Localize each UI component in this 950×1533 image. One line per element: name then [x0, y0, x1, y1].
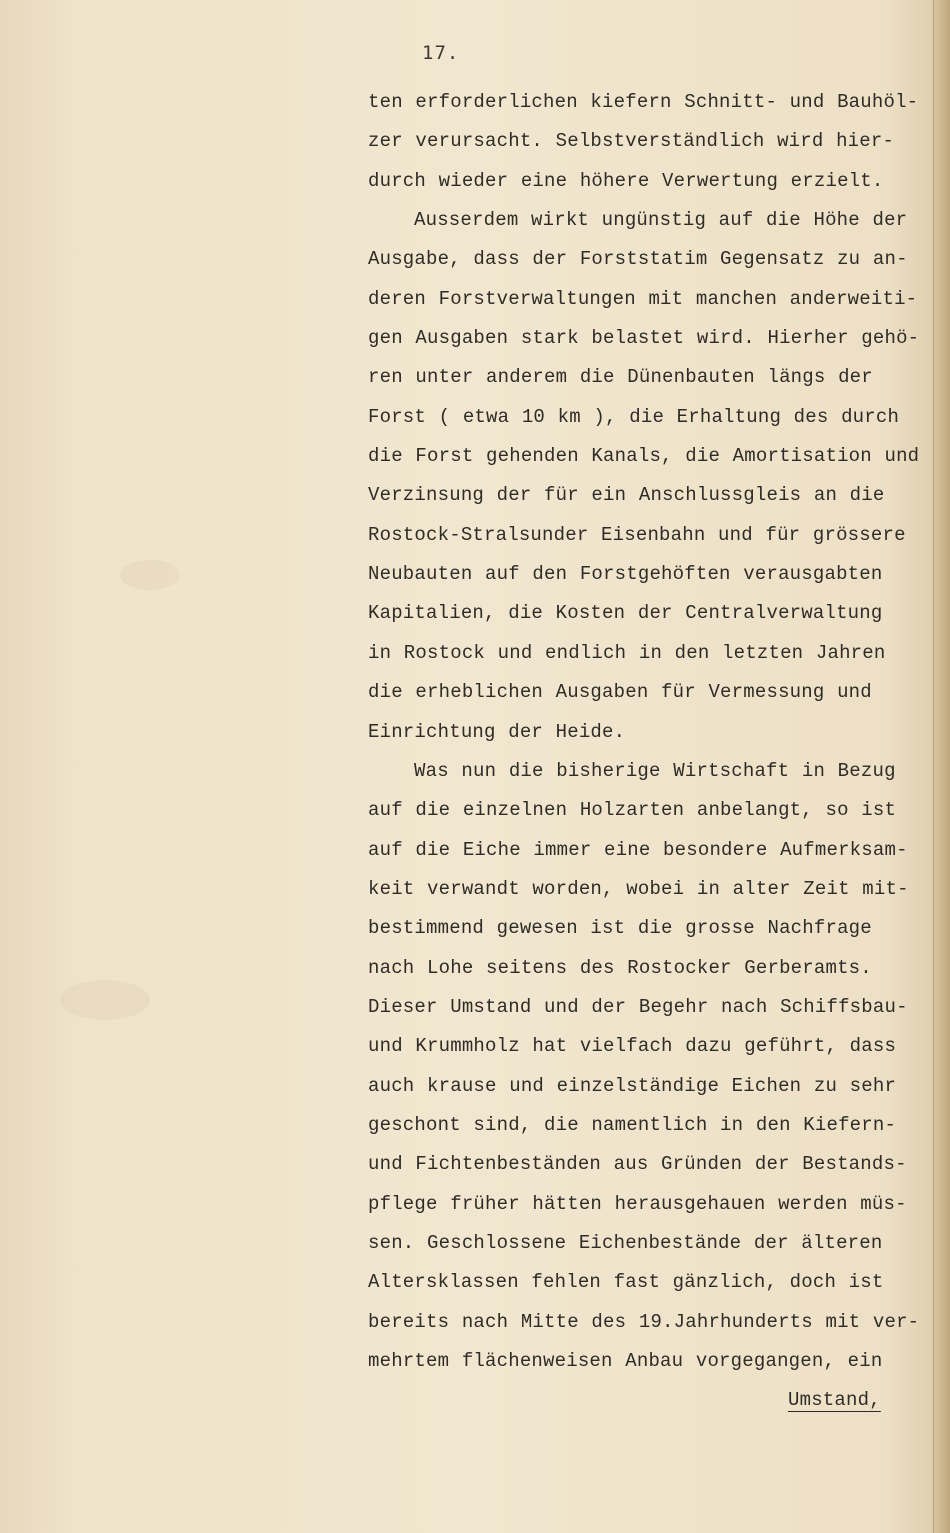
text-line: bereits nach Mitte des 19.Jahrhunderts mit ver- [368, 1310, 920, 1333]
text-line: in Rostock und endlich in den letzten Jahren [368, 641, 886, 664]
text-line: ren unter anderem die Dünenbauten längs der [368, 366, 873, 389]
catchword: Umstand, [788, 1389, 881, 1412]
text-line: durch wieder eine höhere Verwertung erzielt. [368, 169, 884, 192]
typed-text-body [368, 83, 918, 1421]
paper-stain [120, 560, 180, 590]
text-line: Altersklassen fehlen fast gänzlich, doch ist [368, 1271, 884, 1294]
text-line: Ausserdem wirkt ungünstig auf die Höhe der [414, 209, 908, 232]
text-line: keit verwandt worden, wobei in alter Zeit mit- [368, 877, 909, 900]
text-line: Rostock-Stralsunder Eisenbahn und für grössere [368, 523, 906, 546]
page-binding-edge [933, 0, 950, 1533]
text-line: Neubauten auf den Forstgehöften verausgabten [368, 563, 883, 586]
text-line: auf die einzelnen Holzarten anbelangt, so ist [368, 799, 897, 822]
text-line: Ausgabe, dass der Forststatim Gegensatz zu an- [368, 248, 908, 271]
text-line: gen Ausgaben stark belastet wird. Hierher gehö- [368, 327, 920, 350]
text-line: Kapitalien, die Kosten der Centralverwaltung [368, 602, 883, 625]
text-line: Dieser Umstand und der Begehr nach Schiffsbau- [368, 995, 908, 1018]
text-line: Verzinsung der für ein Anschlussgleis an die [368, 484, 885, 507]
text-line: geschont sind, die namentlich in den Kiefern- [368, 1113, 897, 1136]
text-line: Einrichtung der Heide. [368, 720, 626, 743]
text-line: auf die Eiche immer eine besondere Aufmerksam- [368, 838, 908, 861]
text-line: zer verursacht. Selbstverständlich wird hier- [368, 130, 895, 153]
text-line: nach Lohe seitens des Rostocker Gerberamts. [368, 956, 872, 979]
text-line: und Fichtenbeständen aus Gründen der Bestands- [368, 1153, 907, 1176]
text-line: die Forst gehenden Kanals, die Amortisation und [368, 445, 920, 468]
text-line: bestimmend gewesen ist die grosse Nachfrage [368, 917, 872, 940]
text-line: auch krause und einzelständige Eichen zu sehr [368, 1074, 897, 1097]
text-line: deren Forstverwaltungen mit manchen anderweiti- [368, 287, 918, 310]
text-line: und Krummholz hat vielfach dazu geführt, dass [368, 1035, 897, 1058]
text-line: die erheblichen Ausgaben für Vermessung und [368, 681, 872, 704]
text-line: Was nun die bisherige Wirtschaft in Bezug [414, 759, 896, 782]
text-line: ten erforderlichen kiefern Schnitt- und Bauhöl- [368, 91, 919, 113]
text-line: sen. Geschlossene Eichenbestände der älteren [368, 1231, 883, 1254]
text-line: pflege früher hätten herausgehauen werden müs- [368, 1192, 907, 1215]
page-number: 17. [422, 42, 460, 64]
text-line: mehrtem flächenweisen Anbau vorgegangen, ein [368, 1350, 883, 1372]
paper-stain [60, 980, 150, 1020]
text-line: Forst ( etwa 10 km ), die Erhaltung des durch [368, 405, 900, 428]
